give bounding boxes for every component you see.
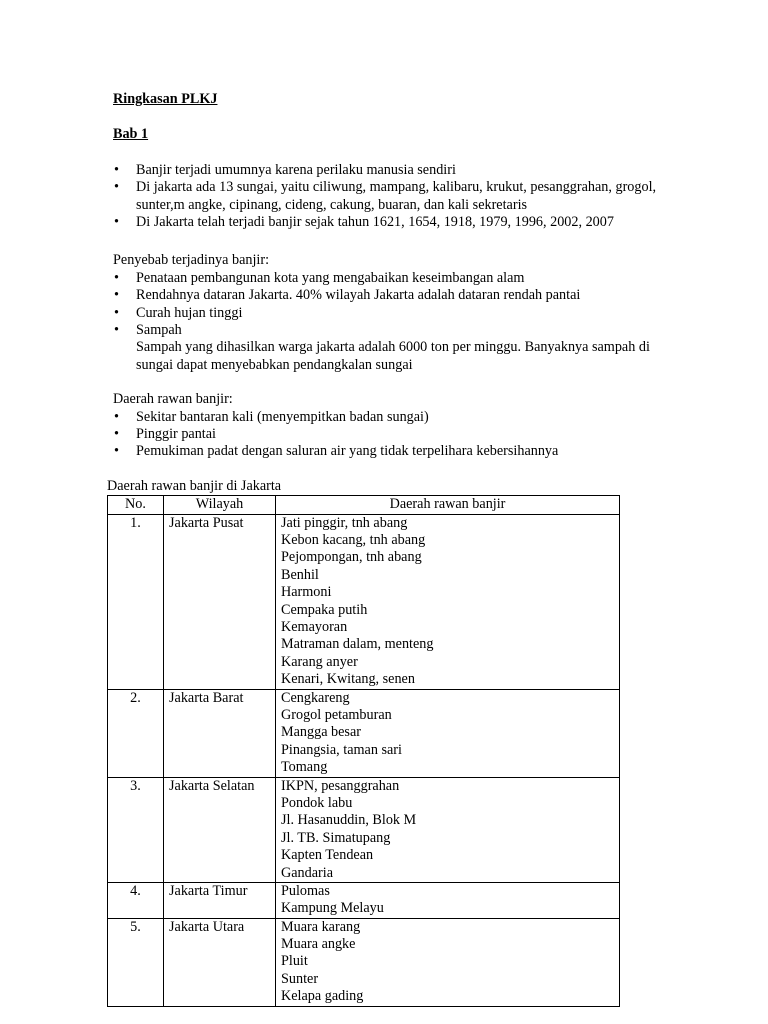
cause-item: • Penataan pembangunan kota yang mengabaikan keseimbangan alam [114, 269, 525, 286]
bullet-icon: • [114, 287, 119, 304]
causes-heading: Penyebab terjadinya banjir: [113, 252, 270, 269]
table-row [108, 689, 620, 777]
cause-item: • Rendahnya dataran Jakarta. 40% wilayah Jakarta adalah dataran rendah pantai [114, 287, 581, 304]
area-item: Harmoni [281, 584, 332, 601]
bullet-icon: • [114, 426, 119, 443]
bullet-icon: • [114, 161, 119, 178]
document-page [107, 91, 673, 1007]
table-header-row [108, 496, 620, 514]
header-no: No. [108, 496, 164, 514]
intro-bullet-list [113, 162, 673, 232]
causes-list [113, 270, 673, 374]
header-wilayah: Wilayah [164, 496, 276, 514]
row-number: 5. [108, 918, 164, 1006]
intro-bullet-item: • Di Jakarta telah terjadi banjir sejak tahun 1621, 1654, 1918, 1979, 1996, 2002, 2007 [114, 214, 614, 230]
row-areas [276, 689, 620, 777]
area-item: Kapten Tendean [281, 847, 374, 864]
cause-item: • Sampah Sampah yang dihasilkan warga jakarta adalah 6000 ton per minggu. Banyaknya sampah di sungai dapat menyebabkan pendangkalan sungai [114, 322, 650, 373]
row-areas [276, 882, 620, 918]
row-wilayah: Jakarta Selatan [164, 777, 276, 882]
row-number: 1. [108, 514, 164, 689]
bullet-icon: • [114, 322, 119, 339]
table-row [108, 514, 620, 689]
row-areas [276, 918, 620, 1006]
area-item: Kampung Melayu [281, 900, 384, 917]
row-wilayah: Jakarta Pusat [164, 514, 276, 689]
prone-item: • Pinggir pantai [114, 426, 216, 443]
document-title: Ringkasan PLKJ [113, 91, 218, 107]
intro-bullet-item: • Di jakarta ada 13 sungai, yaitu ciliwung, mampang, kalibaru, krukut, pesanggrahan, grogol, sunter,m angke, cipinang, cideng, cakung, buaran, dan kali sekretaris [114, 179, 657, 213]
bullet-icon: • [114, 304, 119, 321]
area-item: Jl. Hasanuddin, Blok M [281, 812, 417, 829]
area-item: IKPN, pesanggrahan [281, 777, 400, 794]
row-areas [276, 514, 620, 689]
area-item: Mangga besar [281, 724, 361, 741]
area-item: Kelapa gading [281, 988, 364, 1005]
area-item: Karang anyer [281, 653, 358, 670]
row-number: 2. [108, 689, 164, 777]
area-item: Muara angke [281, 936, 356, 953]
area-item: Jl. TB. Simatupang [281, 829, 391, 846]
row-number: 3. [108, 777, 164, 882]
area-item: Pluit [281, 953, 308, 970]
area-item: Sunter [281, 970, 319, 987]
area-item: Kebon kacang, tnh abang [281, 532, 426, 549]
area-item: Cengkareng [281, 689, 350, 706]
area-item: Pejompongan, tnh abang [281, 549, 422, 566]
bullet-icon: • [114, 214, 119, 230]
area-item: Kenari, Kwitang, senen [281, 671, 415, 688]
area-item: Matraman dalam, menteng [281, 636, 434, 653]
area-item: Jati pinggir, tnh abang [281, 514, 408, 531]
table-row [108, 918, 620, 1006]
table-row [108, 777, 620, 882]
table-caption: Daerah rawan banjir di Jakarta [107, 477, 282, 494]
area-item: Grogol petamburan [281, 706, 392, 723]
prone-heading: Daerah rawan banjir: [113, 391, 233, 408]
area-item: Muara karang [281, 918, 361, 935]
row-wilayah: Jakarta Barat [164, 689, 276, 777]
prone-item: • Pemukiman padat dengan saluran air yang tidak terpelihara kebersihannya [114, 443, 559, 460]
intro-bullet-item: • Banjir terjadi umumnya karena perilaku manusia sendiri [114, 161, 456, 178]
flood-area-table [107, 495, 620, 1006]
bullet-icon: • [114, 408, 119, 425]
bullet-icon: • [114, 269, 119, 286]
area-item: Tomang [281, 759, 328, 776]
area-item: Cempaka putih [281, 601, 368, 618]
bullet-icon: • [114, 443, 119, 460]
row-areas [276, 777, 620, 882]
area-item: Pondok labu [281, 794, 353, 811]
area-item: Pinangsia, taman sari [281, 741, 402, 758]
cause-item: • Curah hujan tinggi [114, 304, 243, 321]
row-wilayah: Jakarta Utara [164, 918, 276, 1006]
area-item: Gandaria [281, 864, 333, 881]
header-daerah: Daerah rawan banjir [276, 496, 620, 514]
row-wilayah: Jakarta Timur [164, 882, 276, 918]
area-item: Pulomas [281, 882, 330, 899]
table-row [108, 882, 620, 918]
trash-note: Sampah yang dihasilkan warga jakarta adalah 6000 ton per minggu. Banyaknya sampah di sungai dapat menyebabkan pendangkalan sungai [136, 339, 650, 373]
row-number: 4. [108, 882, 164, 918]
area-item: Benhil [281, 566, 319, 583]
prone-list [113, 409, 673, 461]
bullet-icon: • [114, 179, 119, 196]
chapter-heading: Bab 1 [113, 126, 149, 143]
prone-item: • Sekitar bantaran kali (menyempitkan badan sungai) [114, 408, 429, 425]
area-item: Kemayoran [281, 619, 348, 636]
